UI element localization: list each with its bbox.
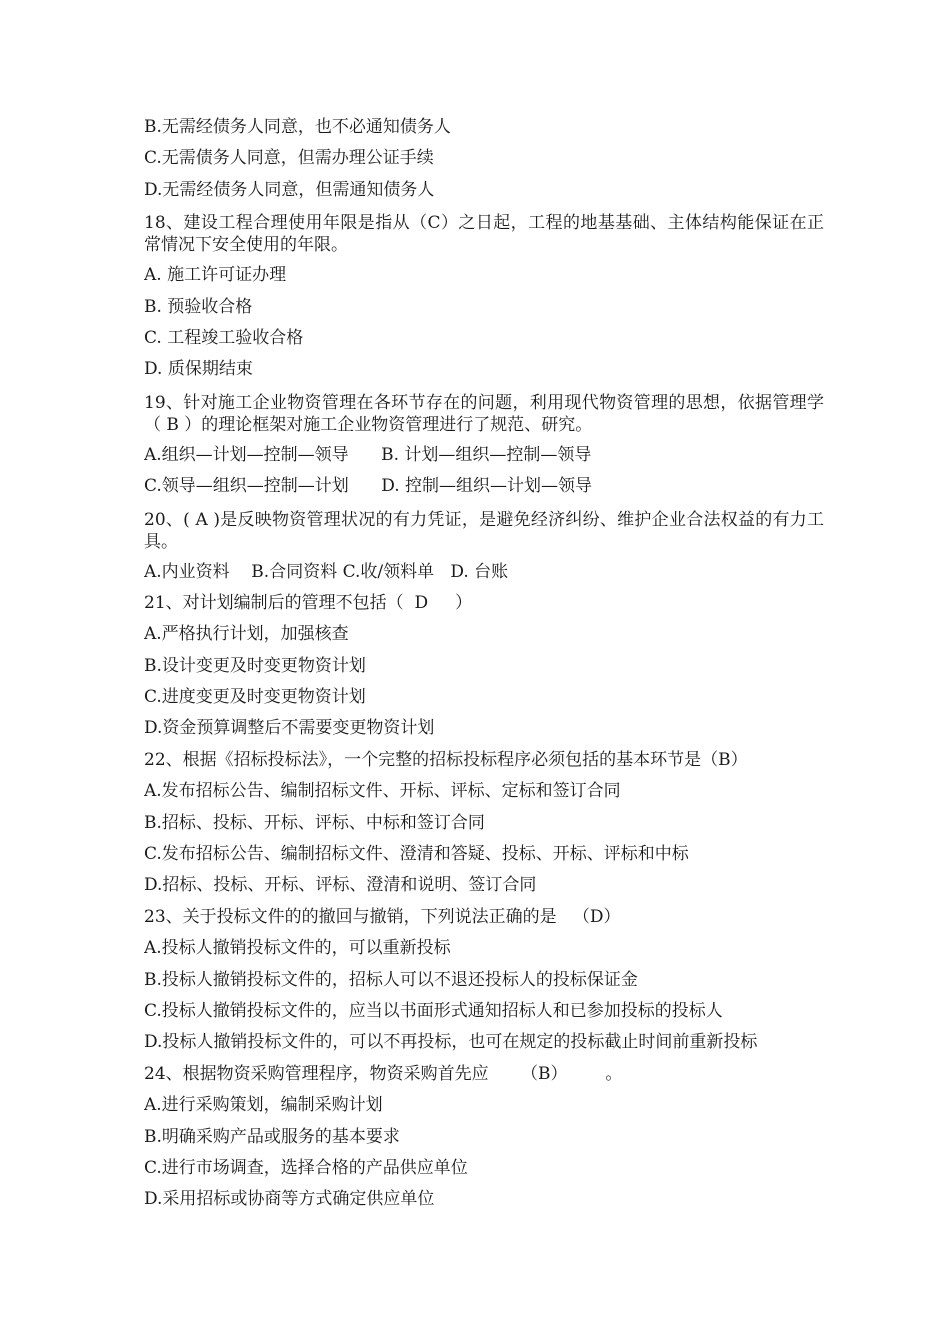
option-line: B.无需经债务人同意，也不必通知债务人 — [144, 117, 451, 137]
option-line: C. 工程竣工验收合格 — [144, 327, 304, 348]
option-line: B.设计变更及时变更物资计划 — [144, 655, 366, 676]
question-20: 20、( A )是反映物资管理状况的有力凭证，是避免经济纠纷、维护企业合法权益的有力工具。 — [144, 509, 824, 552]
option-line: B.明确采购产品或服务的基本要求 — [144, 1126, 400, 1147]
option-line: C.投标人撤销投标文件的，应当以书面形式通知招标人和已参加投标的投标人 — [144, 1000, 723, 1021]
option-line: C.无需债务人同意，但需办理公证手续 — [144, 148, 434, 169]
option-line: C.领导—组织—控制—计划 D. 控制—组织—计划—领导 — [144, 476, 593, 497]
option-line: A.内业资料 B.合同资料 C.收/领料单 D. 台账 — [144, 561, 509, 582]
question-18: 18、建设工程合理使用年限是指从（C）之日起，工程的地基基础、主体结构能保证在正常情况下安全使用的年限。 — [144, 213, 824, 256]
option-line: A.发布招标公告、编制招标文件、开标、评标、定标和签订合同 — [144, 781, 621, 802]
question-23: 23、关于投标文件的的撤回与撤销，下列说法正确的是 （D） — [144, 906, 621, 927]
question-19: 19、针对施工企业物资管理在各环节存在的问题，利用现代物资管理的思想，依据管理学（ B ）的理论框架对施工企业物资管理进行了规范、研究。 — [144, 392, 824, 435]
option-line: A.进行采购策划，编制采购计划 — [144, 1095, 383, 1116]
option-line: C.发布招标公告、编制招标文件、澄清和答疑、投标、开标、评标和中标 — [144, 844, 689, 865]
option-line: D.招标、投标、开标、评标、澄清和说明、签订合同 — [144, 875, 537, 896]
option-line: D.投标人撤销投标文件的，可以不再投标，也可在规定的投标截止时间前重新投标 — [144, 1032, 758, 1053]
option-line: C.进度变更及时变更物资计划 — [144, 687, 366, 708]
question-24: 24、根据物资采购管理程序，物资采购首先应 （B） 。 — [144, 1063, 623, 1084]
option-line: B.招标、投标、开标、评标、中标和签订合同 — [144, 812, 485, 833]
document-body — [144, 112, 824, 1216]
option-line: D.采用招标或协商等方式确定供应单位 — [144, 1189, 435, 1210]
option-line: B.投标人撤销投标文件的，招标人可以不退还投标人的投标保证金 — [144, 969, 638, 990]
option-line: A.投标人撤销投标文件的，可以重新投标 — [144, 938, 451, 959]
option-line: D.资金预算调整后不需要变更物资计划 — [144, 718, 435, 739]
option-line: B. 预验收合格 — [144, 296, 253, 317]
option-line: D. 质保期结束 — [144, 359, 253, 380]
question-22: 22、根据《招标投标法》，一个完整的招标投标程序必须包括的基本环节是（B） — [144, 749, 748, 770]
option-line: A. 施工许可证办理 — [144, 265, 287, 286]
option-line: D.无需经债务人同意，但需通知债务人 — [144, 179, 435, 200]
question-21: 21、对计划编制后的管理不包括（ D ） — [144, 592, 473, 613]
option-line: A.严格执行计划，加强核查 — [144, 624, 349, 645]
option-line: C.进行市场调查，选择合格的产品供应单位 — [144, 1157, 468, 1178]
option-line: A.组织—计划—控制—领导 B. 计划—组织—控制—领导 — [144, 444, 592, 465]
